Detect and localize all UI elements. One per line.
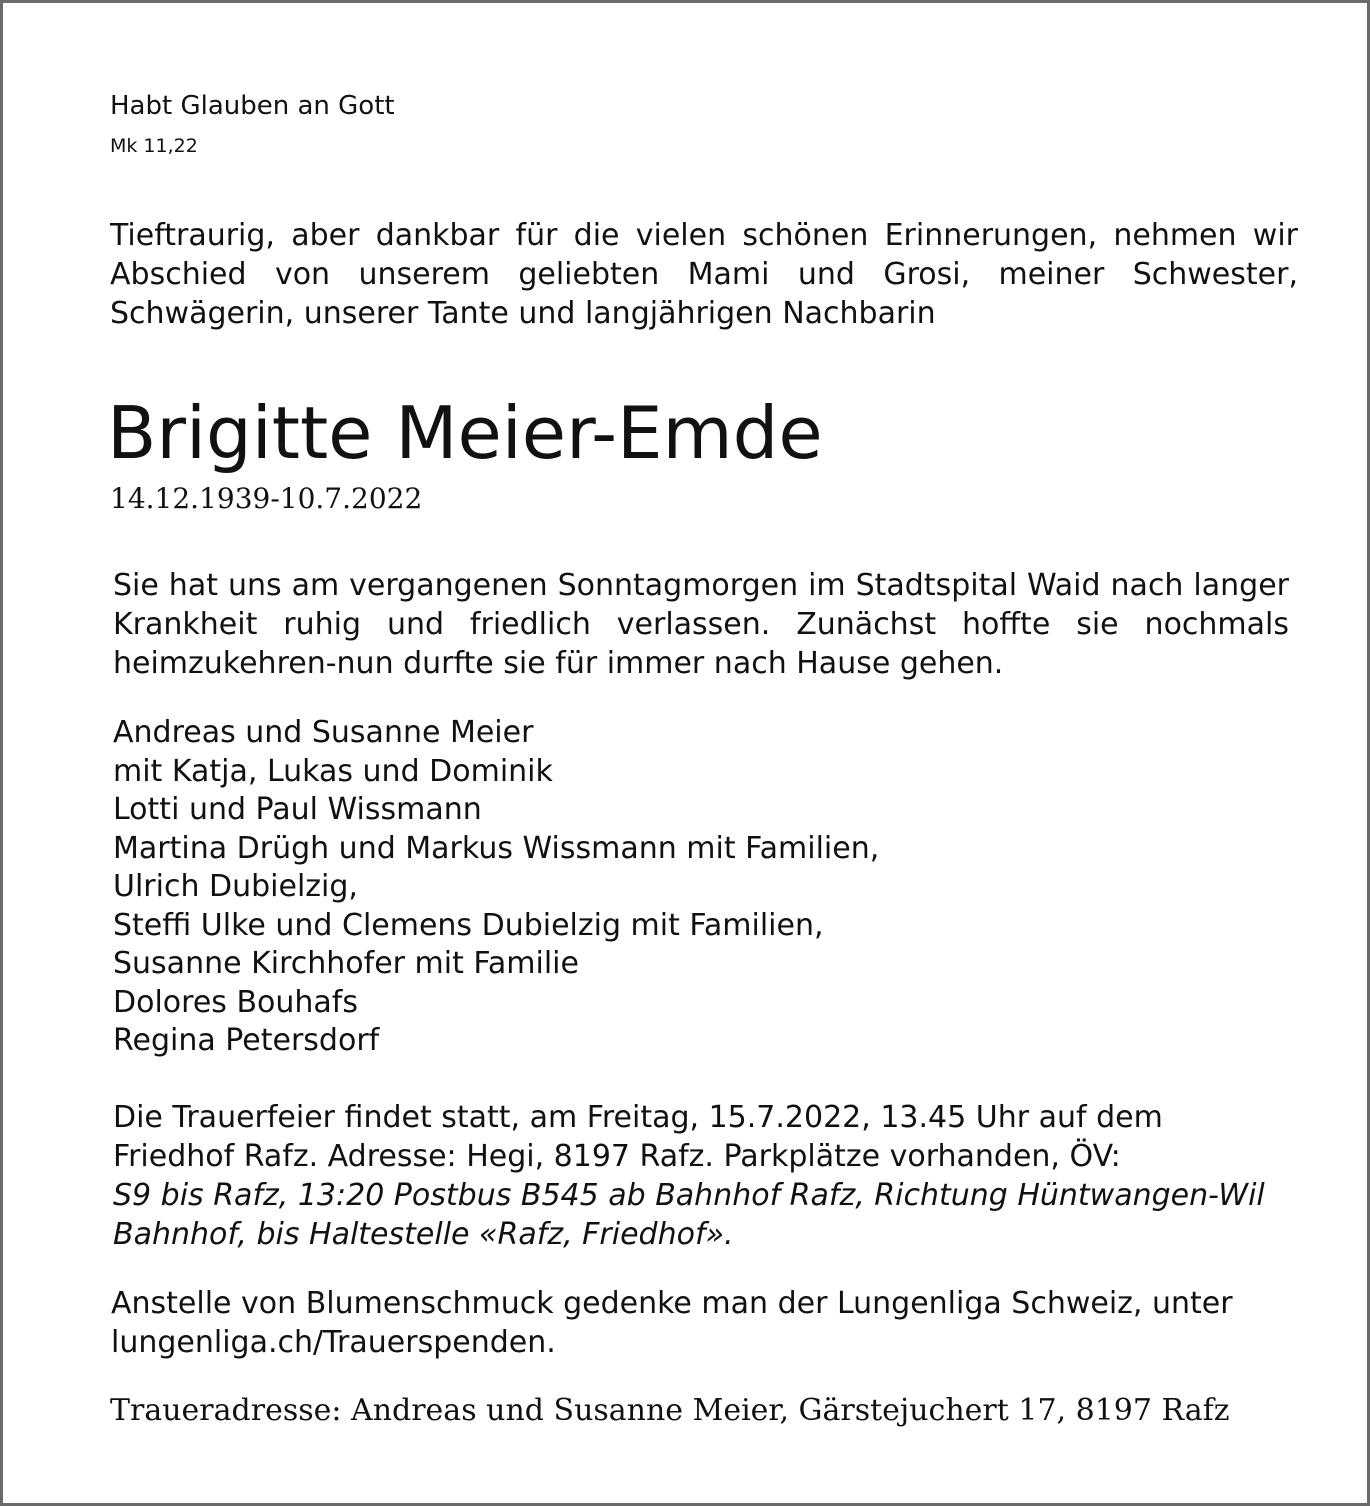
bible-reference: Mk 11,22 [110, 135, 198, 157]
mourner-line: Susanne Kirchhofer mit Familie [113, 946, 579, 981]
mourner-line: Steffi Ulke und Clemens Dubielzig mit Familien, [113, 907, 824, 943]
donation-note: Anstelle von Blumenschmuck gedenke man der Lungenliga Schweiz, unter lungenliga.ch/Trauerspenden. [111, 1286, 1233, 1360]
mourner-line: mit Katja, Lukas und Dominik [113, 753, 553, 789]
mourning-address: Traueradresse: Andreas und Susanne Meier, Gärstejuchert 17, 8197 Rafz [110, 1393, 1230, 1428]
farewell-message: Sie hat uns am vergangenen Sonntagmorgen im Stadtspital Waid nach langer Krankheit ruhig und friedlich verlassen. Zunächst hoffte sie nochmals heimzukehren-nun durfte sie für immer nach Hause gehen. [113, 568, 1289, 681]
mourner-line: Andreas und Susanne Meier [113, 715, 534, 750]
mourner-line: Lotti und Paul Wissmann [113, 792, 482, 827]
mourner-line: Ulrich Dubielzig, [113, 869, 358, 904]
service-details: Die Trauerfeier findet statt, am Freitag, 15.7.2022, 13.45 Uhr auf dem Friedhof Rafz. Adresse: Hegi, 8197 Rafz. Parkplätze vorhanden, ÖV: [113, 1100, 1163, 1174]
life-dates: 14.12.1939-10.7.2022 [110, 482, 423, 515]
motto: Habt Glauben an Gott [110, 91, 395, 121]
mourners-list [113, 714, 879, 1061]
funeral-service-info [113, 1098, 1273, 1254]
deceased-name: Brigitte Meier-Emde [107, 391, 823, 475]
mourner-line: Dolores Bouhafs [113, 984, 358, 1020]
transit-directions: S9 bis Rafz, 13:20 Postbus B545 ab Bahnhof Rafz, Richtung Hüntwangen-Wil Bahnhof, bis Haltestelle «Rafz, Friedhof». [113, 1178, 1265, 1252]
intro-paragraph: Tieftraurig, aber dankbar für die vielen schönen Erinnerungen, nehmen wir Abschied von unserem geliebten Mami und Grosi, meiner Schwester, Schwägerin, unserer Tante und langjährigen Nachbarin [110, 218, 1298, 331]
mourner-line: Martina Drügh und Markus Wissmann mit Familien, [113, 830, 880, 866]
mourner-line: Regina Petersdorf [113, 1023, 380, 1058]
